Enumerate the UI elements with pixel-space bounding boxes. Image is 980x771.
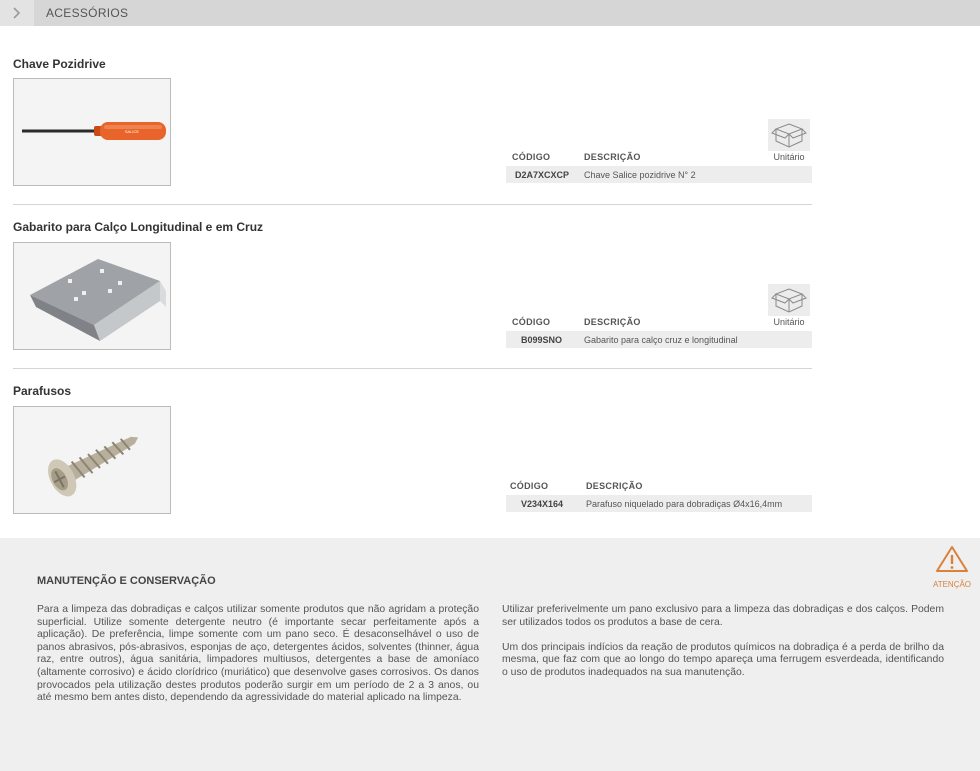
divider [13, 368, 812, 369]
code-header: CÓDIGO [512, 152, 551, 162]
table-row [506, 166, 812, 183]
product-code: B099SNO [521, 335, 563, 345]
maintenance-section [0, 538, 980, 771]
maintenance-right-column [502, 604, 944, 692]
maintenance-title: MANUTENÇÃO E CONSERVAÇÃO [37, 575, 216, 587]
table-row [506, 331, 812, 348]
description-header: DESCRIÇÃO [584, 152, 641, 162]
code-header: CÓDIGO [510, 481, 549, 491]
warning-badge [931, 544, 973, 589]
table-row [506, 495, 812, 512]
section-header-bar [0, 0, 980, 26]
maintenance-left-column [37, 604, 479, 717]
product-description: Chave Salice pozidrive N° 2 [584, 170, 696, 180]
product-name: Gabarito para Calço Longitudinal e em Cruz [13, 220, 264, 234]
product-name: Parafusos [13, 384, 72, 398]
product-image-screw [13, 406, 171, 514]
unit-label: Unitário [773, 152, 805, 162]
unit-indicator [768, 284, 810, 327]
product-image-template [13, 242, 171, 350]
product-description: Parafuso niquelado para dobradiças Ø4x16,4mm [586, 499, 783, 509]
product-name: Chave Pozidrive [13, 57, 106, 71]
product-description: Gabarito para calço cruz e longitudinal [584, 335, 738, 345]
warning-label: ATENÇÃO [932, 580, 972, 589]
chevron-right-icon[interactable] [0, 0, 34, 26]
section-title: ACESSÓRIOS [46, 6, 129, 20]
box-icon [768, 119, 810, 151]
maintenance-paragraph: Para a limpeza das dobradiças e calços utilizar somente produtos que não agridam a proteção superficial. Utilize somente detergente neutro (é importante secar perfeitamente após a aplicação). De preferência, limpe somente com um pano seco. É desaconselhável o uso de panos abrasivos, pós-abrasivos, esponjas de aço, detergentes ácidos, solventes (thinner, água raz, entre outros), água sanitária, limpadores multiusos, detergentes a base de amoníaco (altamente corrosivo) e ácido clorídrico (muriático) que desenvolve gases corrosivos. Os danos provocados pela utilização destes produtos poderão surgir em um período de 2 a 3 anos, ou até mesmo bem antes disto, dependendo da agressividade do material aplicado na limpeza. [37, 604, 479, 704]
unit-indicator [768, 119, 810, 162]
product-code: D2A7XCXCP [515, 170, 570, 180]
description-header: DESCRIÇÃO [584, 317, 641, 327]
code-header: CÓDIGO [512, 317, 551, 327]
product-image-screwdriver [13, 78, 171, 186]
divider [13, 204, 812, 205]
warning-triangle-icon [934, 544, 970, 574]
description-header: DESCRIÇÃO [586, 481, 643, 491]
maintenance-paragraph: Um dos principais indícios da reação de produtos químicos na dobradiça é a perda de brilho da mesma, que faz com que ao longo do tempo apareça uma ferrugem esverdeada, identificando o uso de produtos inadequados na sua manutenção. [502, 641, 944, 678]
unit-label: Unitário [773, 317, 805, 327]
maintenance-paragraph: Utilizar preferivelmente um pano exclusivo para a limpeza das dobradiças e dos calços. Podem ser utilizados todos os produtos a base de cera. [502, 604, 944, 628]
box-icon [768, 284, 810, 316]
product-code: V234X164 [521, 499, 564, 509]
brand-label: SALICE [124, 129, 140, 134]
